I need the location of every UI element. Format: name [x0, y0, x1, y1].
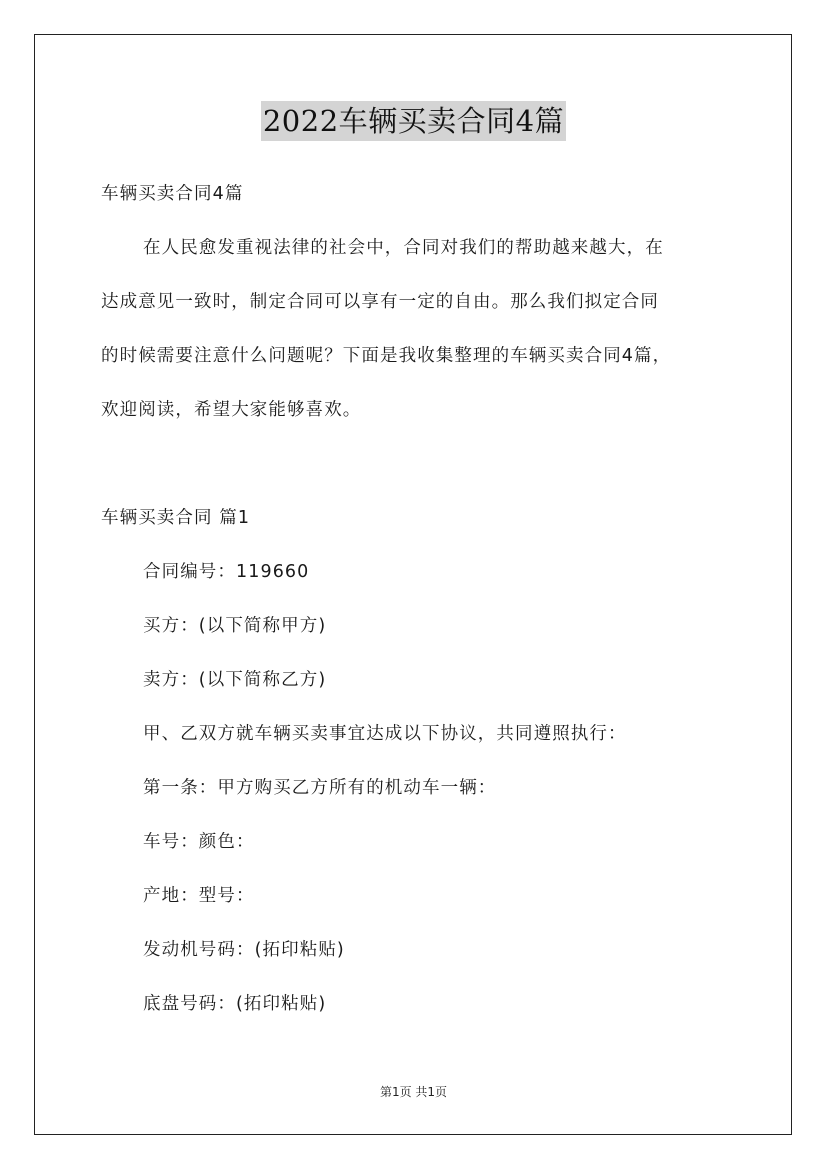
document-subtitle: 车辆买卖合同4篇 — [101, 184, 244, 204]
engine-number-line: 发动机号码：(拓印粘贴) — [143, 940, 345, 960]
seller-line: 卖方：(以下简称乙方) — [143, 670, 327, 690]
title-container — [0, 101, 827, 141]
agreement-line: 甲、乙双方就车辆买卖事宜达成以下协议，共同遵照执行： — [143, 724, 627, 744]
contract-number: 合同编号：119660 — [143, 562, 310, 582]
intro-line: 的时候需要注意什么问题呢？下面是我收集整理的车辆买卖合同4篇， — [101, 346, 672, 366]
origin-model-line: 产地：型号： — [143, 886, 255, 906]
plate-color-line: 车号：颜色： — [143, 832, 255, 852]
intro-line: 在人民愈发重视法律的社会中，合同对我们的帮助越来越大，在 — [143, 238, 664, 258]
page-footer: 第1页 共1页 — [379, 1085, 448, 1099]
section-heading: 车辆买卖合同 篇1 — [101, 508, 251, 528]
clause-one: 第一条：甲方购买乙方所有的机动车一辆： — [143, 778, 497, 798]
intro-line: 欢迎阅读，希望大家能够喜欢。 — [101, 400, 362, 420]
buyer-line: 买方：(以下简称甲方) — [143, 616, 327, 636]
document-title: 2022车辆买卖合同4篇 — [261, 101, 566, 141]
intro-line: 达成意见一致时，制定合同可以享有一定的自由。那么我们拟定合同 — [101, 292, 659, 312]
chassis-number-line: 底盘号码：(拓印粘贴) — [143, 994, 327, 1014]
